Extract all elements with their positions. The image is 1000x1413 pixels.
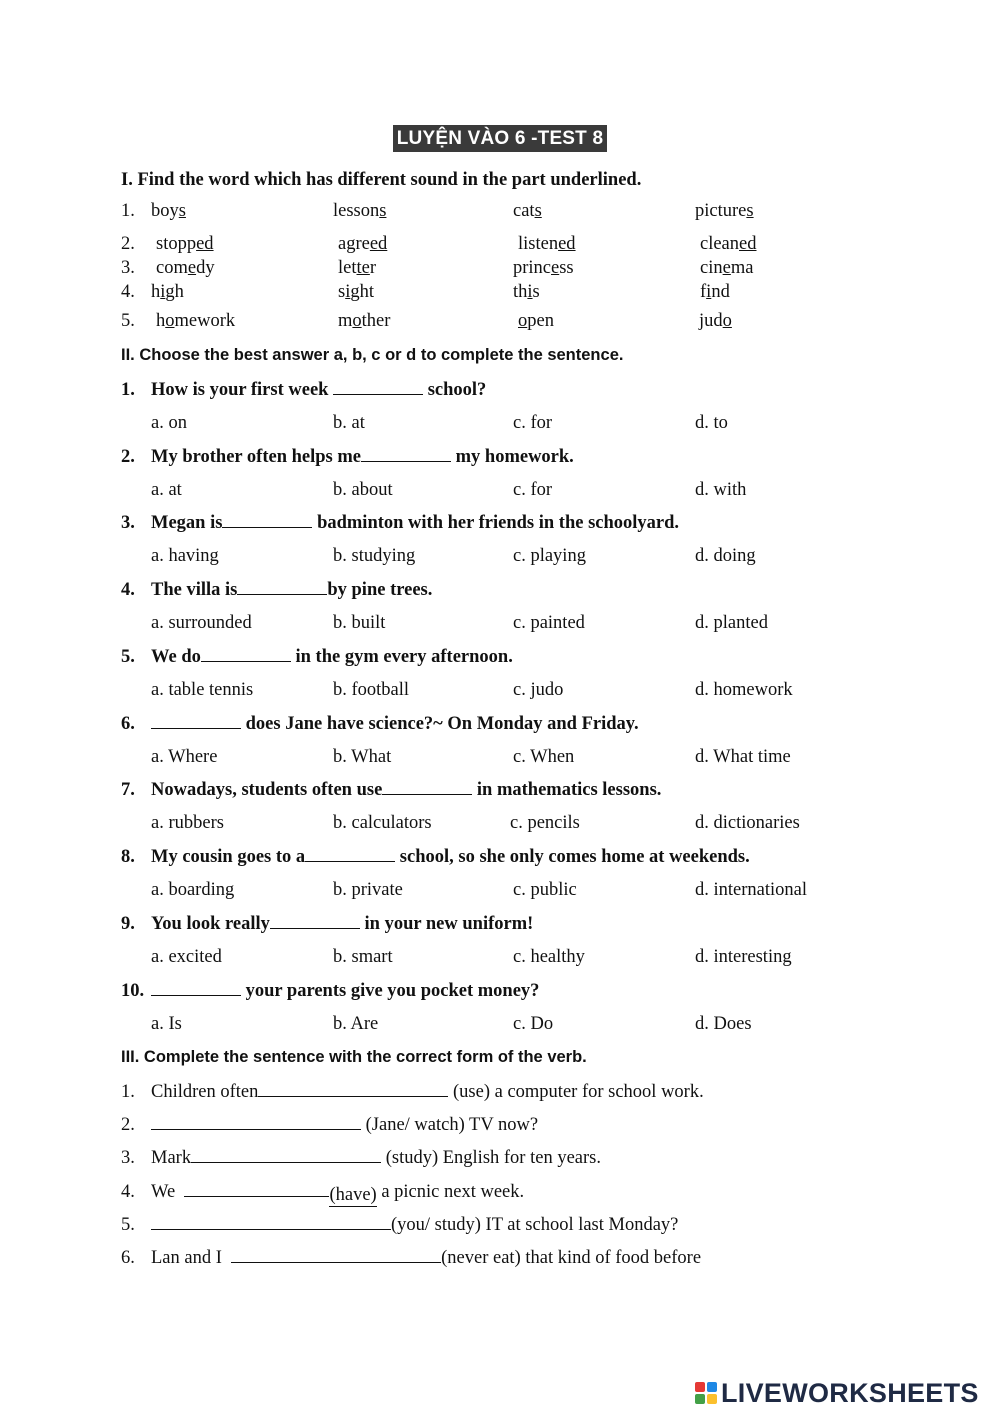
word-option: princess bbox=[513, 258, 574, 278]
underlined-part: o bbox=[165, 311, 175, 331]
underlined-part: i bbox=[706, 282, 712, 302]
underlined-part: o bbox=[518, 311, 528, 331]
underlined-part: ed bbox=[558, 234, 576, 254]
question-text: does Jane have science?~ On Monday and Friday. bbox=[151, 714, 639, 735]
verb-hint: (have) bbox=[329, 1185, 377, 1205]
answer-option[interactable]: b. smart bbox=[333, 947, 393, 967]
question-text: Megan is badminton with her friends in the schoolyard. bbox=[151, 513, 680, 533]
question-text: The villa is by pine trees. bbox=[151, 580, 433, 600]
item-number: 2. bbox=[121, 1115, 135, 1135]
word-option: this bbox=[513, 282, 540, 302]
options-row bbox=[0, 813, 1000, 839]
exercise-text: Mark (study) English for ten years. bbox=[151, 1148, 601, 1168]
answer-option[interactable]: b. Are bbox=[333, 1014, 379, 1034]
answer-blank[interactable] bbox=[333, 393, 423, 395]
answer-option[interactable]: c. pencils bbox=[510, 813, 580, 833]
options-row bbox=[0, 880, 1000, 906]
question-text: We do in the gym every afternoon. bbox=[151, 647, 513, 667]
question-text: You look really in your new uniform! bbox=[151, 914, 534, 934]
item-number: 5. bbox=[121, 1215, 135, 1235]
question-text: Nowadays, students often use in mathematics lessons. bbox=[151, 780, 662, 800]
question-number: 10. bbox=[121, 981, 145, 1001]
underlined-part: o bbox=[352, 311, 362, 331]
answer-option[interactable]: d. with bbox=[695, 480, 747, 500]
question-number: 7. bbox=[121, 780, 135, 800]
answer-option[interactable]: c. public bbox=[513, 880, 577, 900]
word-row bbox=[0, 201, 1000, 227]
answer-option[interactable]: d. What time bbox=[695, 747, 791, 767]
question-number: 9. bbox=[121, 914, 135, 934]
liveworksheets-logo bbox=[695, 1378, 979, 1408]
item-number: 1. bbox=[121, 201, 135, 221]
answer-option[interactable]: d. homework bbox=[695, 680, 793, 700]
question-number: 8. bbox=[121, 847, 135, 867]
answer-option[interactable]: a. at bbox=[151, 480, 182, 500]
answer-option[interactable]: b. built bbox=[333, 613, 386, 633]
answer-option[interactable]: b. private bbox=[333, 880, 403, 900]
answer-option[interactable]: b. calculators bbox=[333, 813, 432, 833]
answer-blank[interactable] bbox=[151, 1128, 361, 1130]
options-row bbox=[0, 413, 1000, 439]
word-option: lessons bbox=[333, 201, 387, 221]
answer-option[interactable]: a. rubbers bbox=[151, 813, 224, 833]
answer-option[interactable]: c. for bbox=[513, 480, 553, 500]
section-3-heading: III. Complete the sentence with the correct form of the verb. bbox=[121, 1048, 587, 1066]
section-2-heading: II. Choose the best answer a, b, c or d to complete the sentence. bbox=[121, 346, 624, 364]
answer-option[interactable]: a. boarding bbox=[151, 880, 235, 900]
worksheet-title bbox=[0, 128, 1000, 150]
answer-blank[interactable] bbox=[258, 1095, 448, 1097]
item-number: 4. bbox=[121, 1182, 135, 1202]
underlined-part: ed bbox=[739, 234, 757, 254]
answer-option[interactable]: d. planted bbox=[695, 613, 768, 633]
word-option: letter bbox=[338, 258, 377, 278]
word-option: agreed bbox=[338, 234, 388, 254]
answer-blank[interactable] bbox=[361, 460, 451, 462]
underlined-part: te bbox=[356, 258, 370, 278]
word-option: cinema bbox=[700, 258, 754, 278]
answer-option[interactable]: c. Do bbox=[513, 1014, 554, 1034]
item-number: 4. bbox=[121, 282, 135, 302]
word-option: comedy bbox=[156, 258, 215, 278]
question-number: 1. bbox=[121, 380, 135, 400]
underlined-part: ed bbox=[196, 234, 214, 254]
answer-option[interactable]: a. excited bbox=[151, 947, 222, 967]
answer-blank[interactable] bbox=[305, 860, 395, 862]
answer-option[interactable]: b. at bbox=[333, 413, 365, 433]
item-number: 6. bbox=[121, 1248, 135, 1268]
answer-blank[interactable] bbox=[151, 727, 241, 729]
exercise-text: Children often (use) a computer for school work. bbox=[151, 1082, 704, 1102]
underlined-part: o bbox=[722, 311, 732, 331]
word-option: open bbox=[518, 311, 554, 331]
underlined-part: i bbox=[160, 282, 166, 302]
logo-grid-icon bbox=[695, 1382, 717, 1404]
question-text: How is your first week school? bbox=[151, 380, 487, 400]
underlined-part: i bbox=[527, 282, 533, 302]
exercise-text: (Jane/ watch) TV now? bbox=[151, 1115, 538, 1136]
question-text: My cousin goes to a school, so she only comes home at weekends. bbox=[151, 847, 750, 867]
options-row bbox=[0, 613, 1000, 639]
exercise-text: We (have) a picnic next week. bbox=[151, 1182, 525, 1205]
answer-option[interactable]: c. judo bbox=[513, 680, 564, 700]
question-number: 4. bbox=[121, 580, 135, 600]
question-text: your parents give you pocket money? bbox=[151, 981, 539, 1002]
answer-blank[interactable] bbox=[151, 994, 241, 996]
answer-blank[interactable] bbox=[184, 1195, 329, 1197]
answer-option[interactable]: d. interesting bbox=[695, 947, 792, 967]
word-row bbox=[0, 258, 1000, 284]
exercise-text: Lan and I (never eat) that kind of food before bbox=[151, 1248, 702, 1268]
underlined-part: s bbox=[379, 201, 387, 221]
item-number: 1. bbox=[121, 1082, 135, 1102]
options-row bbox=[0, 480, 1000, 506]
question-number: 3. bbox=[121, 513, 135, 533]
answer-blank[interactable] bbox=[382, 793, 472, 795]
answer-option[interactable]: b. What bbox=[333, 747, 392, 767]
answer-blank[interactable] bbox=[201, 660, 291, 662]
word-option: mother bbox=[338, 311, 391, 331]
item-number: 2. bbox=[121, 234, 135, 254]
options-row bbox=[0, 947, 1000, 973]
word-option: boys bbox=[151, 201, 186, 221]
answer-option[interactable]: b. about bbox=[333, 480, 393, 500]
question-number: 2. bbox=[121, 447, 135, 467]
answer-option[interactable]: c. playing bbox=[513, 546, 586, 566]
options-row bbox=[0, 747, 1000, 773]
answer-option[interactable]: a. surrounded bbox=[151, 613, 252, 633]
section-1-heading: I. Find the word which has different sound in the part underlined. bbox=[121, 170, 642, 190]
word-option: sight bbox=[338, 282, 374, 302]
answer-option[interactable]: c. healthy bbox=[513, 947, 585, 967]
answer-option[interactable]: c. painted bbox=[513, 613, 585, 633]
options-row bbox=[0, 680, 1000, 706]
word-option: find bbox=[700, 282, 730, 302]
item-number: 5. bbox=[121, 311, 135, 331]
answer-option[interactable]: a. Where bbox=[151, 747, 218, 767]
item-number: 3. bbox=[121, 1148, 135, 1168]
answer-blank[interactable] bbox=[270, 927, 360, 929]
underlined-part: s bbox=[746, 201, 754, 221]
logo-square bbox=[707, 1382, 717, 1392]
answer-blank[interactable] bbox=[191, 1161, 381, 1163]
answer-option[interactable]: a. table tennis bbox=[151, 680, 254, 700]
word-option: judo bbox=[699, 311, 732, 331]
word-option: cats bbox=[513, 201, 542, 221]
word-option: listened bbox=[518, 234, 576, 254]
answer-option[interactable]: c. When bbox=[513, 747, 575, 767]
exercise-text: (you/ study) IT at school last Monday? bbox=[151, 1215, 678, 1236]
question-number: 5. bbox=[121, 647, 135, 667]
underlined-part: ed bbox=[369, 234, 388, 254]
answer-option[interactable]: d. doing bbox=[695, 546, 756, 566]
answer-blank[interactable] bbox=[222, 526, 312, 528]
word-row bbox=[0, 311, 1000, 337]
word-option: cleaned bbox=[700, 234, 757, 254]
answer-option[interactable]: d. international bbox=[695, 880, 807, 900]
word-option: homework bbox=[156, 311, 236, 331]
underlined-part: s bbox=[534, 201, 542, 221]
underlined-part: i bbox=[345, 282, 351, 302]
answer-blank[interactable] bbox=[237, 593, 327, 595]
question-number: 6. bbox=[121, 714, 135, 734]
answer-option[interactable]: a. on bbox=[151, 413, 187, 433]
logo-square bbox=[695, 1394, 705, 1404]
word-option: pictures bbox=[695, 201, 754, 221]
question-text: My brother often helps me my homework. bbox=[151, 447, 574, 467]
answer-option[interactable]: b. football bbox=[333, 680, 410, 700]
logo-square bbox=[695, 1382, 705, 1392]
answer-blank[interactable] bbox=[151, 1228, 391, 1230]
underlined-part: e bbox=[551, 258, 560, 278]
answer-option[interactable]: d. dictionaries bbox=[695, 813, 800, 833]
underlined-part: s bbox=[178, 201, 186, 221]
underlined-part: e bbox=[722, 258, 731, 278]
answer-option[interactable]: d. Does bbox=[695, 1014, 752, 1034]
item-number: 3. bbox=[121, 258, 135, 278]
word-row bbox=[0, 282, 1000, 308]
answer-option[interactable]: d. to bbox=[695, 413, 728, 433]
answer-option[interactable]: a. Is bbox=[151, 1014, 182, 1034]
word-row bbox=[0, 234, 1000, 260]
title-banner: LUYỆN VÀO 6 -TEST 8 bbox=[393, 125, 608, 152]
underlined-part: e bbox=[187, 258, 197, 278]
word-option: stopped bbox=[156, 234, 214, 254]
options-row bbox=[0, 1014, 1000, 1040]
word-option: high bbox=[151, 282, 184, 302]
answer-option[interactable]: a. having bbox=[151, 546, 219, 566]
answer-blank[interactable] bbox=[231, 1261, 441, 1263]
answer-option[interactable]: b. studying bbox=[333, 546, 416, 566]
logo-text: LIVEWORKSHEETS bbox=[721, 1377, 979, 1408]
options-row bbox=[0, 546, 1000, 572]
logo-square bbox=[707, 1394, 717, 1404]
answer-option[interactable]: c. for bbox=[513, 413, 553, 433]
